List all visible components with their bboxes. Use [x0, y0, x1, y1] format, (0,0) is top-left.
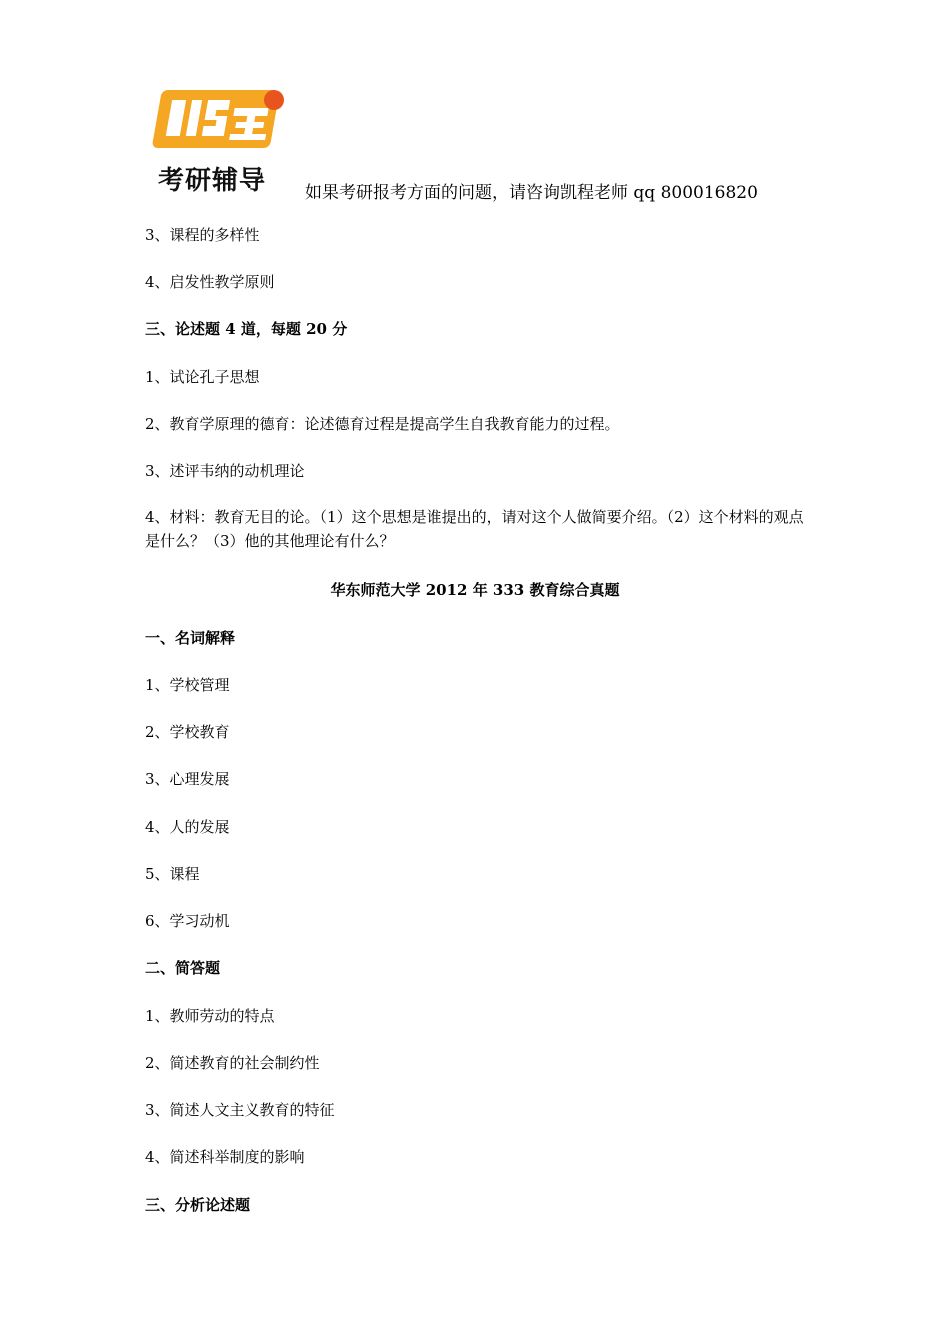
list-item: 3、心理发展 [145, 770, 230, 788]
list-item-paragraph: 4、材料：教育无目的论。（1）这个思想是谁提出的，请对这个人做简要介绍。（2）这个材料的观点是什么？（3）他的其他理论有什么？ [145, 508, 804, 550]
kaicheng-logo [150, 78, 300, 196]
list-item: 1、学校管理 [145, 676, 230, 694]
header-contact-text: 如果考研报考方面的问题，请咨询凯程老师 qq 800016820 [305, 183, 758, 203]
section-heading: 三、分析论述题 [145, 1196, 251, 1214]
list-item: 3、简述人文主义教育的特征 [145, 1101, 335, 1119]
section-heading: 一、名词解释 [145, 629, 236, 647]
list-item: 3、课程的多样性 [145, 226, 260, 244]
logo-subtitle: 考研辅导 [158, 166, 267, 196]
list-item: 4、简述科举制度的影响 [145, 1148, 305, 1166]
list-item: 4、人的发展 [145, 818, 230, 836]
list-item: 2、学校教育 [145, 723, 230, 741]
list-item: 1、教师劳动的特点 [145, 1007, 275, 1025]
exam-title: 华东师范大学 2012 年 333 教育综合真题 [330, 581, 620, 599]
list-item: 1、试论孔子思想 [145, 368, 260, 386]
kaicheng-logo-icon [150, 78, 300, 158]
list-item: 6、学习动机 [145, 912, 230, 930]
list-item: 2、教育学原理的德育：论述德育过程是提高学生自我教育能力的过程。 [145, 415, 620, 433]
list-item: 2、简述教育的社会制约性 [145, 1054, 320, 1072]
section-heading: 二、简答题 [145, 959, 221, 977]
section-heading: 三、论述题 4 道，每题 20 分 [145, 320, 348, 338]
list-item: 4、启发性教学原则 [145, 273, 275, 291]
list-item: 5、课程 [145, 865, 200, 883]
list-item: 3、述评韦纳的动机理论 [145, 462, 305, 480]
